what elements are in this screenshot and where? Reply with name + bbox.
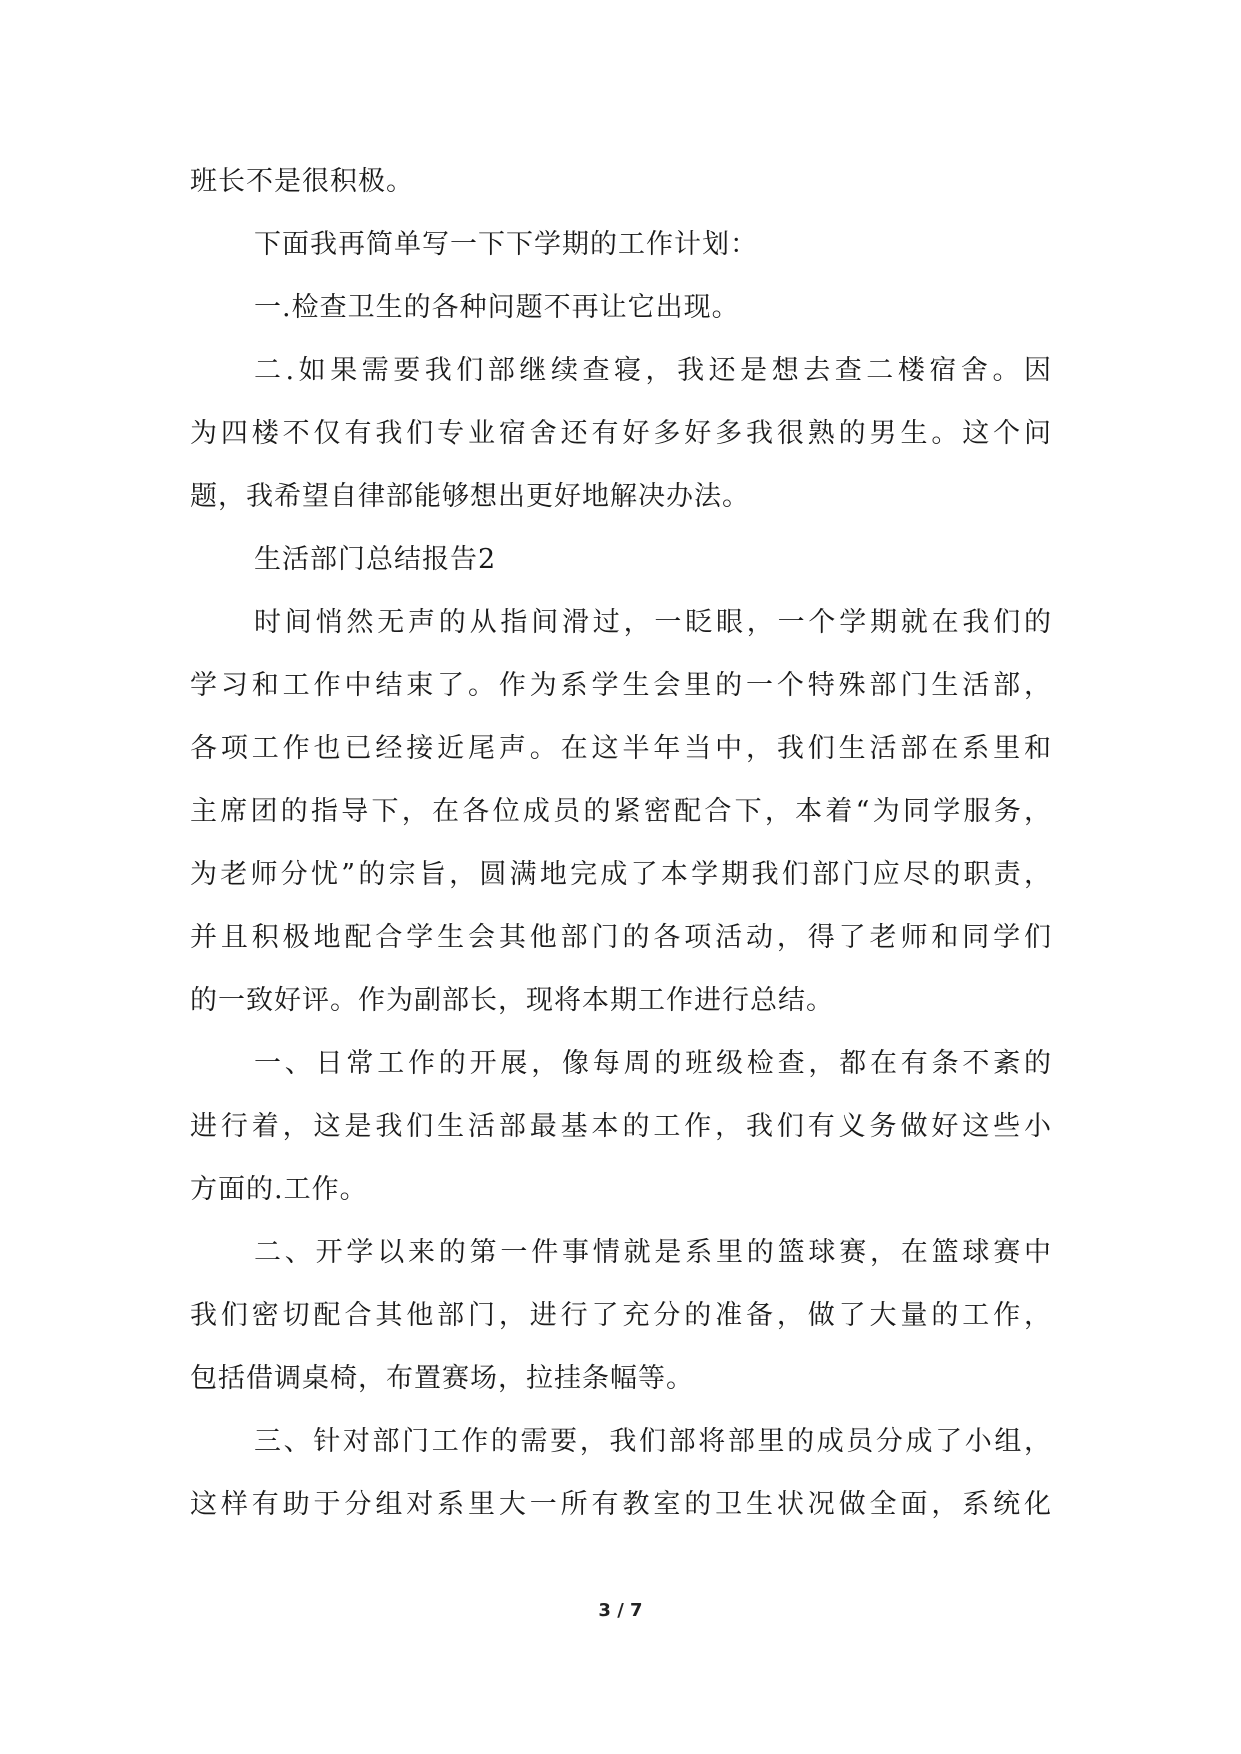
page-number: 3 / 7 [598, 1600, 643, 1621]
text-line: 班长不是很积极。 [190, 166, 414, 197]
text-line: 我们密切配合其他部门，进行了充分的准备，做了大量的工作， [190, 1300, 1052, 1331]
text-line: 学习和工作中结束了。作为系学生会里的一个特殊部门生活部， [190, 670, 1052, 701]
text-line: 进行着，这是我们生活部最基本的工作，我们有义务做好这些小 [190, 1111, 1052, 1142]
text-line: 生活部门总结报告2 [254, 544, 497, 575]
text-line: 的一致好评。作为副部长，现将本期工作进行总结。 [190, 985, 834, 1016]
text-line: 三、针对部门工作的需要，我们部将部里的成员分成了小组， [254, 1426, 1052, 1457]
text-line: 包括借调桌椅，布置赛场，拉挂条幅等。 [190, 1363, 694, 1394]
text-line: 这样有助于分组对系里大一所有教室的卫生状况做全面，系统化 [190, 1489, 1052, 1520]
text-line: 下面我再简单写一下下学期的工作计划： [254, 229, 758, 260]
text-line: 并且积极地配合学生会其他部门的各项活动，得了老师和同学们 [190, 922, 1052, 953]
document-body [190, 160, 1052, 1546]
text-line: 题，我希望自律部能够想出更好地解决办法。 [190, 481, 750, 512]
text-line: 二、开学以来的第一件事情就是系里的篮球赛，在篮球赛中 [254, 1237, 1052, 1268]
text-line: 时间悄然无声的从指间滑过，一眨眼，一个学期就在我们的 [254, 607, 1052, 638]
text-line: 为老师分忧”的宗旨，圆满地完成了本学期我们部门应尽的职责， [190, 859, 1052, 890]
text-line: 主席团的指导下，在各位成员的紧密配合下，本着“为同学服务， [190, 796, 1052, 827]
text-line: 一、日常工作的开展，像每周的班级检查，都在有条不紊的 [254, 1048, 1052, 1079]
text-line: 方面的.工作。 [190, 1174, 368, 1205]
text-line: 一.检查卫生的各种问题不再让它出现。 [254, 292, 740, 323]
text-line: 为四楼不仅有我们专业宿舍还有好多好多我很熟的男生。这个问 [190, 418, 1052, 449]
text-line: 各项工作也已经接近尾声。在这半年当中，我们生活部在系里和 [190, 733, 1052, 764]
text-line: 二.如果需要我们部继续查寝，我还是想去查二楼宿舍。因 [254, 355, 1052, 386]
